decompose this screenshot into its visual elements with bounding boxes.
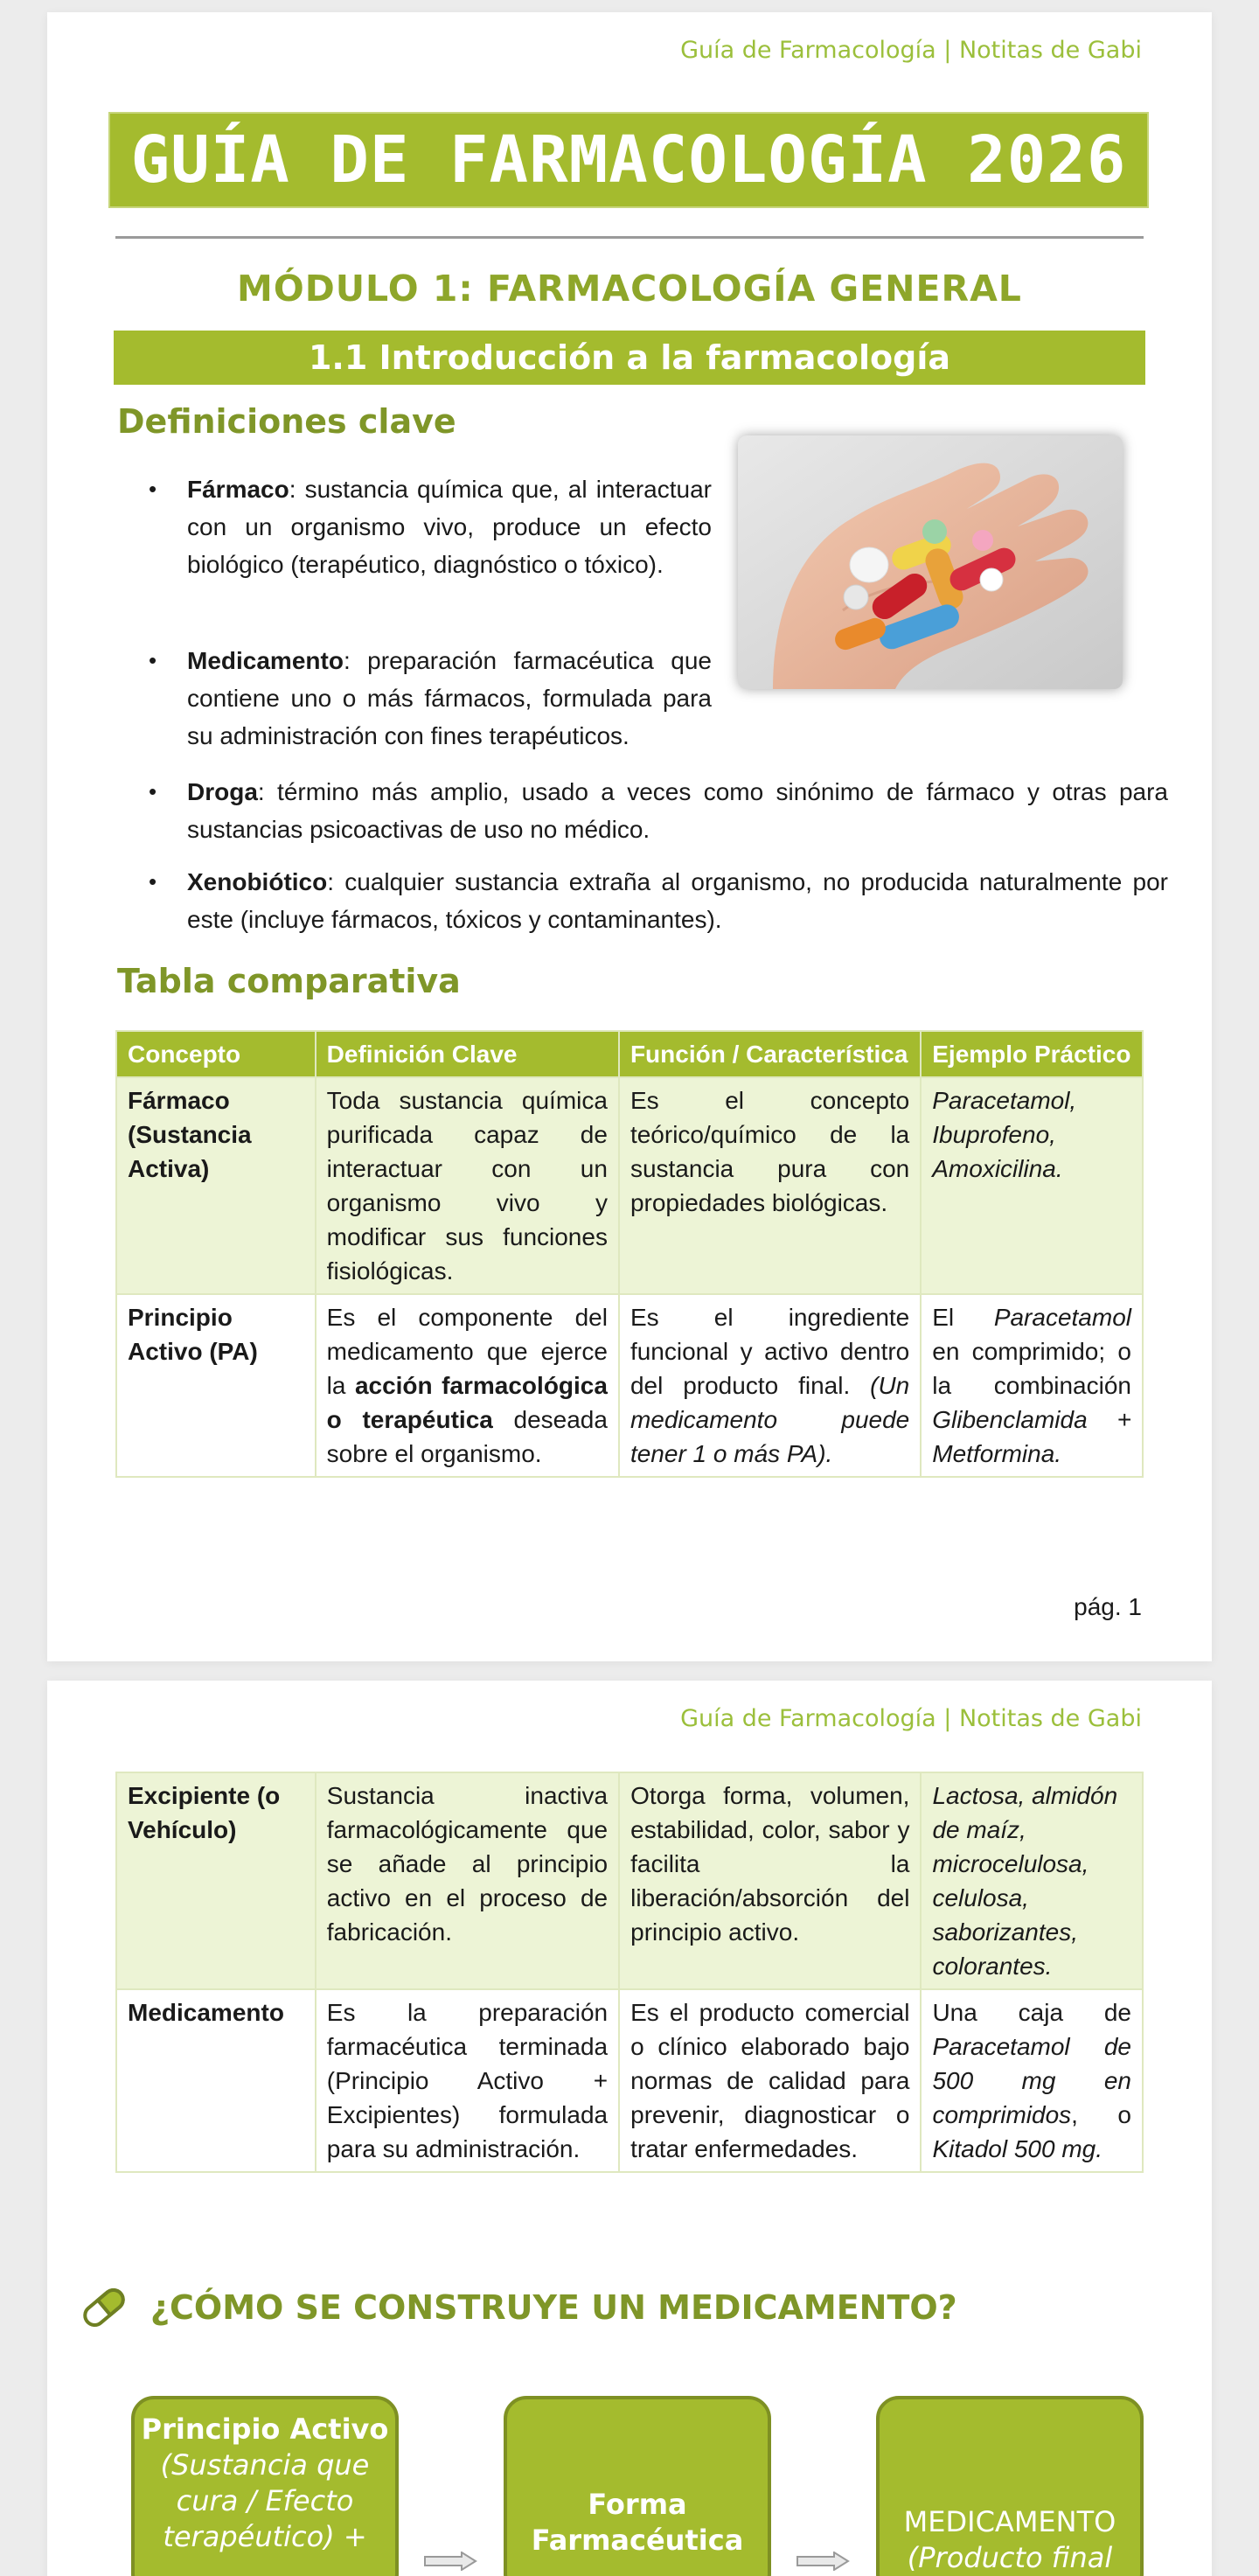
- concept-cell: Fármaco (Sustancia Activa): [116, 1077, 316, 1294]
- example-cell: [921, 1294, 1143, 1477]
- definition-cell: [316, 1294, 619, 1477]
- function-cell: Es el producto comercial o clínico elaborado bajo normas de calidad para prevenir, diagnosticar o tratar enfermedades.: [619, 1989, 921, 2172]
- example-cell: [921, 1989, 1143, 2172]
- example-text: Paracetamol, Ibuprofeno, Amoxicilina.: [932, 1087, 1077, 1182]
- definition-emphasis: acción farmacológica o terapéutica: [326, 1372, 608, 1433]
- table-heading: Tabla comparativa: [117, 962, 461, 1000]
- example-text: Lactosa, almidón de maíz, microcelulosa, celulosa, saborizantes, colorantes.: [932, 1782, 1118, 1980]
- example-text: , o: [1071, 2101, 1131, 2128]
- definition-cell: Toda sustancia química purificada capaz de interactuar con un organismo vivo y modificar sus funciones fisiológicas.: [316, 1077, 619, 1294]
- definitions-list-a: [135, 470, 712, 598]
- column-header: Función / Característica: [619, 1031, 921, 1077]
- example-emphasis: Paracetamol de 500 mg en comprimidos: [932, 2033, 1131, 2128]
- definition-cell: Sustancia inactiva farmacológicamente que se añade al principio activo en el proceso de fabricación.: [316, 1772, 619, 1989]
- table-row: [116, 1077, 1143, 1294]
- flow-box-active-ingredient: [131, 2396, 399, 2576]
- document-title: GUÍA DE FARMACOLOGÍA 2026: [130, 122, 1127, 198]
- definition-item: [135, 642, 712, 755]
- section-heading-bar: [114, 331, 1145, 385]
- page-number: pág. 1: [1074, 1593, 1142, 1620]
- pill-capsule-icon: [79, 2282, 129, 2333]
- flow-box-title: Principio Activo: [141, 2412, 389, 2446]
- function-cell: [619, 1294, 921, 1477]
- section-heading: 1.1 Introducción a la farmacología: [308, 338, 951, 377]
- definition-text: : cualquier sustancia extraña al organismo, no producida naturalmente por este (incluye fármacos, tóxicos y contaminantes).: [187, 868, 1168, 933]
- comparison-table: [115, 1030, 1144, 1478]
- concept-cell: Medicamento: [116, 1989, 316, 2172]
- how-title: ¿CÓMO SE CONSTRUYE UN MEDICAMENTO?: [150, 2288, 957, 2327]
- flow-box-dosage-form: [504, 2396, 771, 2576]
- function-text: Es el ingrediente funcional y activo dentro del producto final.: [630, 1304, 910, 1399]
- flow-box-title: Forma Farmacéutica: [531, 2488, 744, 2557]
- definition-item: [135, 470, 712, 583]
- example-text: Una caja de: [932, 1999, 1131, 2026]
- definition-text: deseada sobre el organismo.: [326, 1406, 608, 1467]
- function-cell: Es el concepto teórico/químico de la sustancia pura con propiedades biológicas.: [619, 1077, 921, 1294]
- function-note: (Un medicamento puede tener 1 o más PA).: [630, 1372, 910, 1467]
- table-header-row: [116, 1031, 1143, 1077]
- table-row: [116, 1989, 1143, 2172]
- definition-cell: Es la preparación farmacéutica terminada (Principio Activo + Excipientes) formulada para su administración.: [316, 1989, 619, 2172]
- definition-term: Medicamento: [187, 647, 344, 674]
- definition-text: Es el componente del medicamento que ejerce la: [326, 1304, 608, 1399]
- module-heading: MÓDULO 1: FARMACOLOGÍA GENERAL: [237, 268, 1022, 310]
- pills-in-hand-image: [738, 435, 1123, 689]
- flow-box-subtitle: (Producto final: [907, 2541, 1113, 2574]
- definition-item: [135, 863, 1168, 938]
- table-row: [116, 1294, 1143, 1477]
- definitions-list-c: [135, 773, 1168, 953]
- example-emphasis: Kitadol 500 mg.: [932, 2135, 1103, 2162]
- column-header: Ejemplo Práctico: [921, 1031, 1143, 1077]
- example-text: El: [932, 1304, 994, 1331]
- running-head: Guía de Farmacología | Notitas de Gabi: [680, 37, 1142, 64]
- definition-text: : sustancia química que, al interactuar con un organismo vivo, produce un efecto biológico (terapéutico, diagnóstico o tóxico).: [187, 476, 712, 578]
- column-header: Definición Clave: [316, 1031, 619, 1077]
- definitions-heading: Definiciones clave: [117, 402, 456, 441]
- arrow-right-icon: [796, 2552, 850, 2571]
- example-emphasis: Glibenclamida + Metformina.: [932, 1406, 1131, 1467]
- example-cell: [921, 1772, 1143, 1989]
- comparison-table-continued: [115, 1772, 1144, 2173]
- definition-item: [135, 773, 1168, 848]
- divider: [115, 236, 1144, 239]
- concept-cell: Principio Activo (PA): [116, 1294, 316, 1477]
- definition-term: Droga: [187, 778, 258, 805]
- example-cell: [921, 1077, 1143, 1294]
- flow-box-medicine: [876, 2396, 1144, 2576]
- definition-text: : término más amplio, usado a veces como sinónimo de fármaco y otras para sustancias psicoactivas de uso no médico.: [187, 778, 1168, 843]
- flow-box-title: MEDICAMENTO: [903, 2505, 1116, 2538]
- page-1: [47, 12, 1212, 1661]
- definition-term: Fármaco: [187, 476, 289, 503]
- document-title-bar: [108, 112, 1149, 208]
- example-text: en comprimido; o la combinación: [932, 1338, 1131, 1399]
- concept-cell: Excipiente (o Vehículo): [116, 1772, 316, 1989]
- table-row: [116, 1772, 1143, 1989]
- definition-text: : preparación farmacéutica que contiene uno o más fármacos, formulada para su administración con fines terapéuticos.: [187, 647, 712, 749]
- example-emphasis: Paracetamol: [993, 1304, 1131, 1331]
- flow-box-subtitle: (Sustancia que cura / Efecto terapéutico) +: [160, 2448, 370, 2553]
- column-header: Concepto: [116, 1031, 316, 1077]
- running-head: Guía de Farmacología | Notitas de Gabi: [680, 1705, 1142, 1732]
- arrow-right-icon: [423, 2552, 477, 2571]
- how-section-heading: [79, 2282, 957, 2333]
- function-cell: Otorga forma, volumen, estabilidad, color, sabor y facilita la liberación/absorción del principio activo.: [619, 1772, 921, 1989]
- definition-term: Xenobiótico: [187, 868, 328, 895]
- definitions-list-b: [135, 642, 712, 755]
